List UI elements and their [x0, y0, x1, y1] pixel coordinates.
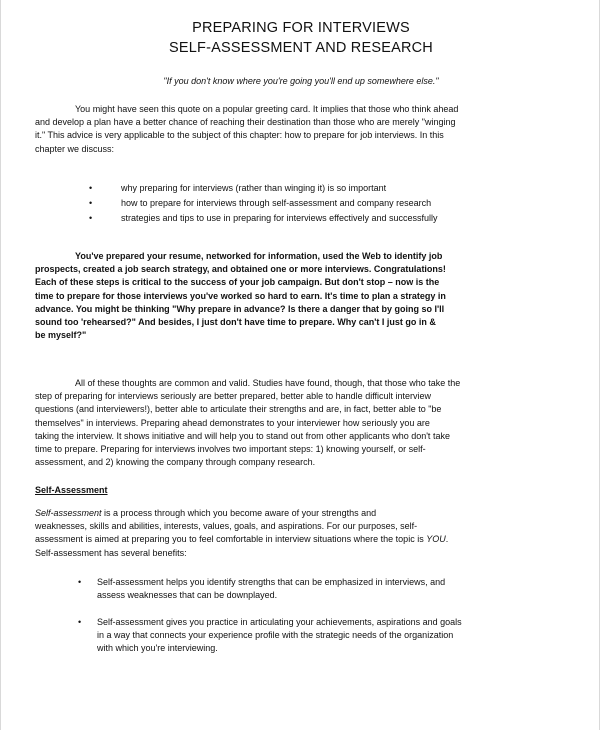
self-assessment-emph: YOU — [426, 534, 446, 545]
list-item — [1, 576, 600, 604]
preparation-paragraph: You've prepared your resume, networked for information, used the Web to identify job prospects, created a job search strategy, and obtained one or more interviews. Congratulations! Each of these steps is critical to the success of your job campaign. But don't stop – now is the time to prepare for those interviews you've worked so hard to earn. It's time to plan a strategy in advance. You might be thinking "Why prepare in advance? Is there a danger that by going so I'll sound too 'rehearsed?" And besides, I just don't have time to prepare. Why can't I just go in & be myself?" — [35, 251, 446, 341]
list-item — [1, 212, 600, 226]
list-item-text: Self-assessment helps you identify strengths that can be emphasized in interviews, and assess weaknesses that can be downplayed. — [97, 577, 446, 601]
document-title-line1: PREPARING FOR INTERVIEWS — [192, 20, 410, 36]
document-title-line2: SELF-ASSESSMENT AND RESEARCH — [169, 40, 433, 56]
bullet-icon: • — [89, 198, 93, 208]
list-item — [1, 182, 600, 196]
section-heading-self-assessment: Self-Assessment — [35, 485, 108, 495]
list-item-text: strategies and tips to use in preparing for interviews effectively and successfully — [121, 213, 438, 223]
self-assessment-term: Self-assessment — [35, 508, 102, 518]
bullet-icon: • — [89, 213, 93, 223]
list-item-text: why preparing for interviews (rather than winging it) is so important — [121, 183, 387, 193]
bullet-icon: • — [78, 617, 82, 627]
list-item — [1, 197, 600, 211]
intro-paragraph: You might have seen this quote on a popular greeting card. It implies that those who think ahead and develop a plan have a better chance of reaching their destination than those who are merely "winging it." This advice is very applicable to the subject of this chapter: how to prepare for job interviews. In this chapter we discuss: — [35, 104, 459, 154]
self-assessment-body: weaknesses, skills and abilities, interests, values, goals, and aspirations. For our purposes, self- assessment is aimed at preparing you to feel comfortable in interview situations where the topic is — [35, 521, 424, 545]
self-assessment-paragraph — [35, 507, 553, 560]
self-assessment-end: . Self-assessment has several benefits: — [35, 534, 449, 558]
epigraph-quote: "If you don't know where you're going you'll end up somewhere else." — [163, 76, 439, 86]
list-item-text: how to prepare for interviews through self-assessment and company research — [121, 198, 432, 208]
thoughts-paragraph: All of these thoughts are common and valid. Studies have found, though, that those who take the step of preparing for interviews seriously are better prepared, better able to handle difficult interview questions (and interviewers!), better able to articulate their strengths and are, in fact, better able to "be themselves" in interviews. Preparing ahead demonstrates to your interviewer how seriously you are taking the interview. It shows initiative and will help you to stand out from other applicants who don't take time to prepare. Preparing for interviews involves two important steps: 1) knowing yourself, or self- assessment, and 2) knowing the company through company research. — [35, 378, 461, 468]
list-item-text: Self-assessment gives you practice in articulating your achievements, aspirations and goals in a way that connects your experience profile with the strategic needs of the organization with which you're interviewing. — [97, 617, 462, 654]
bullet-icon: • — [89, 183, 93, 193]
bullet-icon: • — [78, 577, 82, 587]
self-assessment-def: is a process through which you become aware of your strengths and — [101, 508, 377, 518]
list-item — [1, 616, 600, 658]
